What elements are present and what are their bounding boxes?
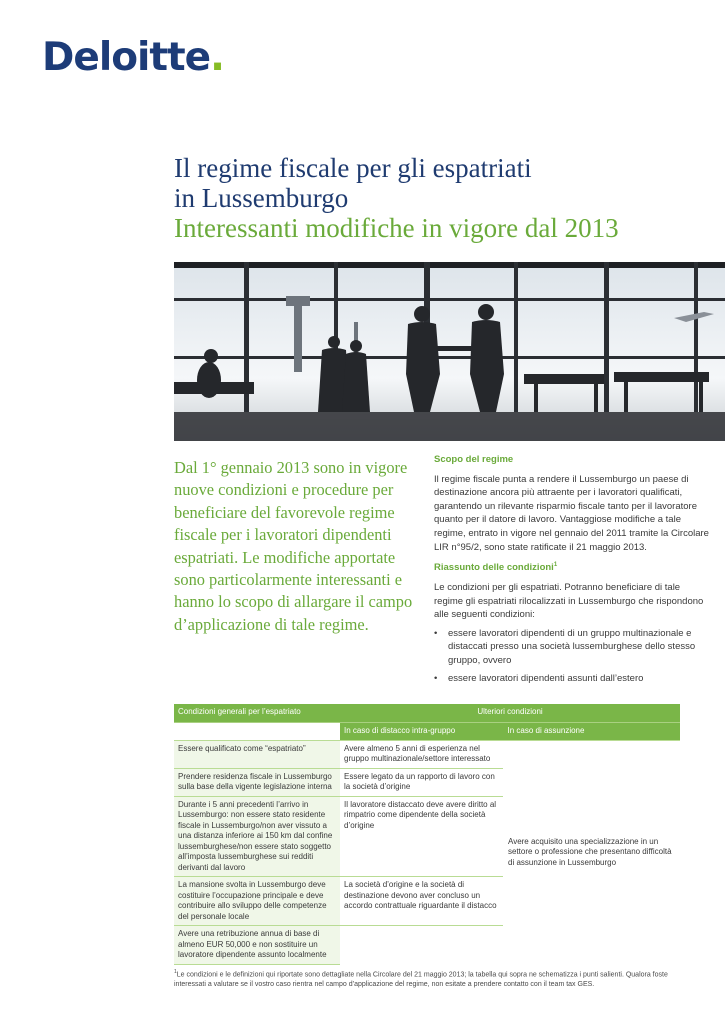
intro-paragraph: Dal 1° gennaio 2013 sono in vigore nuove condizioni e procedure per beneficiare del favorevole regime fiscale per i lavoratori dipendenti espatriati. Le modifiche apportate sono particolarmente interessanti e hanno lo scopo di allargare il campo d’applicazione di tale regime. [174,458,413,634]
list-item: • essere lavoratori dipendenti assunti dall’estero [434,672,710,686]
conditions-table [174,704,680,965]
table-subheader-intra: In caso di distacco intra-gruppo [340,723,504,741]
table-row [174,740,680,768]
table-cell-intra: La società d’origine e la società di destinazione devono aver concluso un accordo contrattuale riguardante il distacco [340,877,504,926]
table-cell-general: La mansione svolta in Lussemburgo deve costituire l’occupazione principale e deve contribuire allo sviluppo delle competenze del personale locale [174,877,340,926]
table-cell-general: Durante i 5 anni precedenti l’arrivo in Lussemburgo: non essere stato residente fiscale in Lussemburgo/non aver vissuto a una distanza inferiore ai 150 km dal confine lussemburghese/non essere stato soggetto all’imposta lussemburghese sui redditi derivanti dal lavoro [174,796,340,877]
table-header-general: Condizioni generali per l’espatriato [174,704,340,723]
scope-text: Il regime fiscale punta a rendere il Lussemburgo un paese di destinazione ancora più attraente per i lavoratori qualificati, garantendo un rilevante risparmio fiscale tanto per il lavoratore quanto per il datore di lavoro. Vantaggiose modifiche a tale regime, entrato in vigore nel gennaio del 2011 tramite la Circolare LIR n°95/2, sono state ratificate il 21 maggio 2013. [434,473,709,553]
summary-heading: Riassunto delle condizioni$^1$ [434,562,558,574]
summary-text: Le condizioni per gli espatriati. Potranno beneficiare di tale regime gli espatriati rilocalizzati in Lussemburgo che rispondono alle seguenti condizioni: [434,581,704,621]
conditions-list [434,627,710,686]
title-line-2: in Lussemburgo [174,183,349,213]
footnote-mark: 1 [174,969,177,975]
footnote-text: Le condizioni e le definizioni qui riportate sono dettagliate nella Circolare del 21 maggio 2013; la tabella qui sopra ne schematizza i punti salienti. Qualora foste interessati a valutare se il vostro caso rientra nel campo d’applicazione del regime, non esitate a prendere contatto con il team tax GES. [174,971,668,988]
footnote [174,968,694,989]
summary-footnote-mark: 1 [553,562,558,569]
subtitle: Interessanti modifiche in vigore dal 2013 [174,213,619,243]
table-cell-general: Essere qualificato come “espatriato” [174,740,340,768]
table-cell-intra [340,926,504,965]
table-cell-general: Prendere residenza fiscale in Lussemburgo sulla base della vigente legislazione interna [174,768,340,796]
table-header-further: Ulteriori condizioni [340,704,680,723]
title-block [174,153,694,243]
table-subheader-hire: In caso di assunzione [504,723,681,741]
scope-heading: Scopo del regime [434,454,514,465]
airport-business-handshake-photo [174,262,725,441]
table-cell-intra: Avere almeno 5 anni di esperienza nel gruppo multinazionale/settore interessato [340,740,504,768]
table-cell-intra: Essere legato da un rapporto di lavoro con la società d’origine [340,768,504,796]
deloitte-logo: Deloitte. [42,35,224,80]
right-column [434,453,710,691]
title-line-1: Il regime fiscale per gli espatriati [174,153,532,183]
list-item: • essere lavoratori dipendenti di un gruppo multinazionale e distaccati presso una società lussemburghese dello stesso gruppo, ovvero [434,627,710,668]
table-cell-general: Avere una retribuzione annua di base di almeno EUR 50,000 e non sostituire un lavoratore dipendente assunto localmente [174,926,340,965]
logo-dot: . [210,35,224,80]
table-subheader-empty [174,723,340,741]
table-cell-intra: Il lavoratore distaccato deve avere diritto al rimpatrio come dipendente della società d’origine [340,796,504,877]
table-cell-hire: Avere acquisito una specializzazione in un settore o professione che presentano difficoltà di assunzione in Lussemburgo [504,740,681,964]
